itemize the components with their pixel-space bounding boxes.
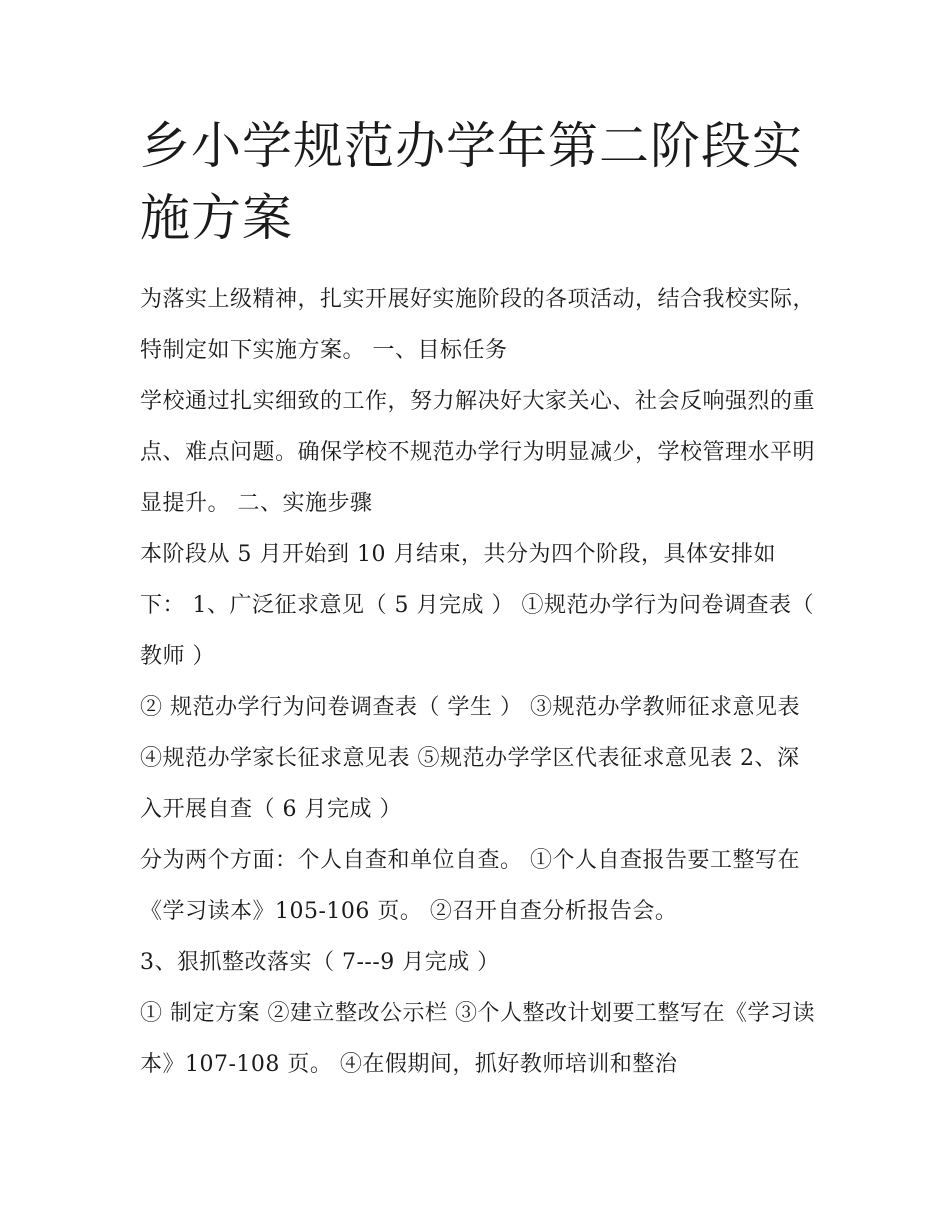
document-body (140, 110, 820, 1090)
document-title: 乡小学规范办学年第二阶段实施方案 (140, 117, 803, 247)
paragraph-self-check: 分为两个方面：个人自查和单位自查。 ①个人自查报告要工整写在《学习读本》105-106 页。 ②召开自查分析报告会。 (140, 848, 800, 924)
paragraph-surveys: ② 规范办学行为问卷调查表（ 学生 ） ③规范办学教师征求意见表 ④规范办学家长征求意见表 ⑤规范办学学区代表征求意见表 2、深入开展自查（ 6 月完成 ） (140, 695, 800, 822)
paragraph-intro: 为落实上级精神，扎实开展好实施阶段的各项活动，结合我校实际，特制定如下实施方案。 一、目标任务 (140, 287, 816, 363)
paragraph-rectification-heading: 3、狠抓整改落实（ 7---9 月完成 ） (140, 950, 500, 975)
paragraph-goals: 学校通过扎实细致的工作，努力解决好大家关心、社会反响强烈的重点、难点问题。确保学校不规范办学行为明显减少，学校管理水平明显提升。 二、实施步骤 (140, 389, 816, 516)
paragraph-schedule: 本阶段从 5 月开始到 10 月结束，共分为四个阶段，具体安排如下： 1、广泛征求意见（ 5 月完成 ） ①规范办学行为问卷调查表（ 教师 ） (140, 542, 814, 669)
paragraph-rectification-steps: ① 制定方案 ②建立整改公示栏 ③个人整改计划要工整写在《学习读本》107-108 页。 ④在假期间，抓好教师培训和整治 (140, 1001, 815, 1077)
